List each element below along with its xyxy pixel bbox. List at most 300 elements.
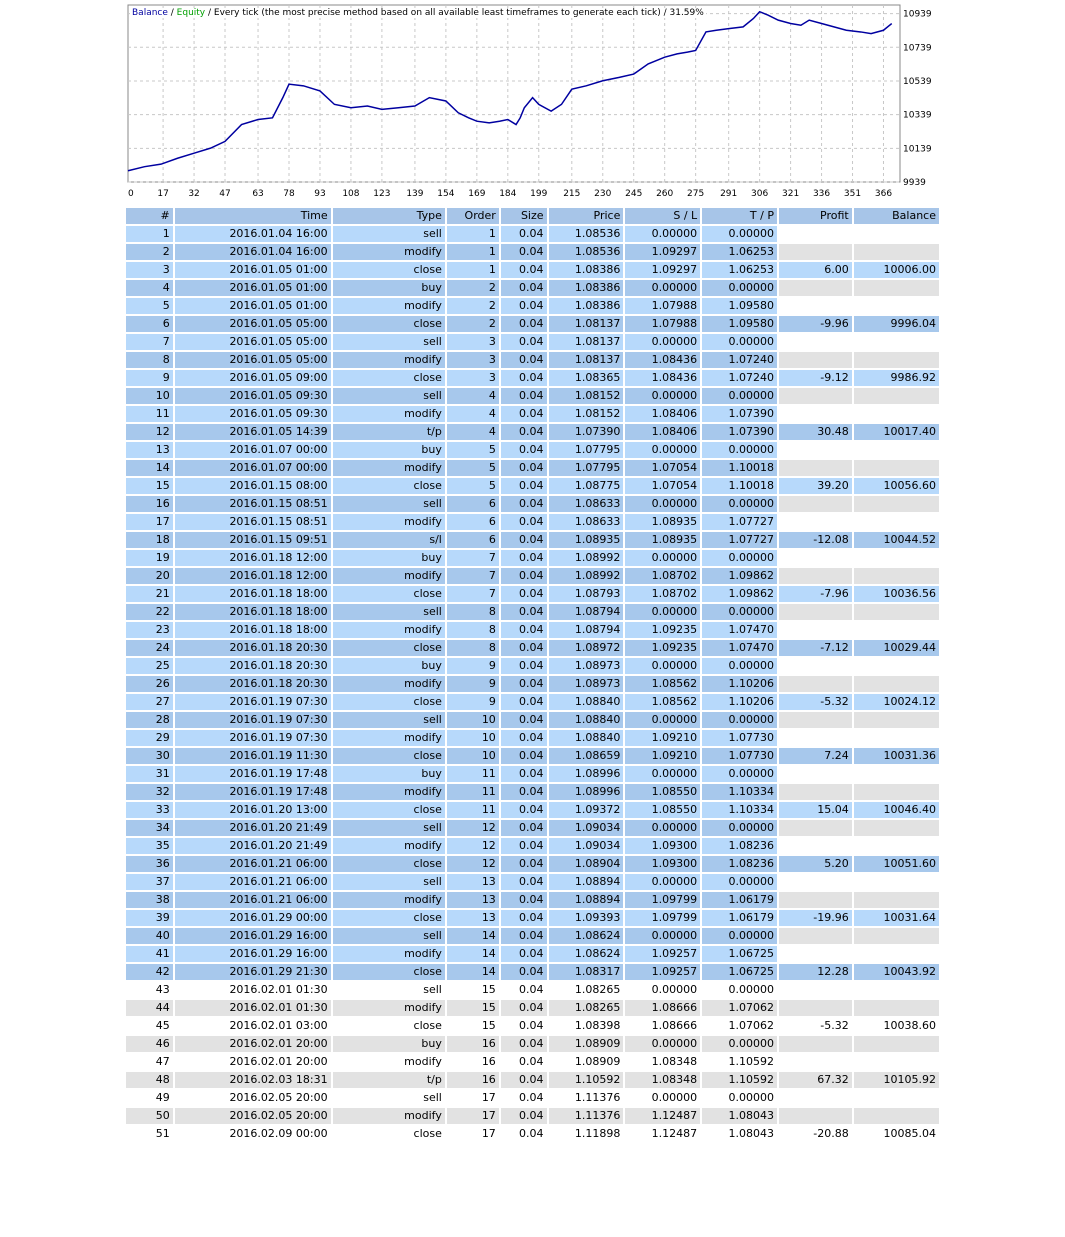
cell-col-order: 5 bbox=[447, 460, 499, 476]
header-col-sl[interactable]: S / L bbox=[625, 208, 700, 224]
cell-col-balance: 10056.60 bbox=[854, 478, 939, 494]
cell-col-number: 5 bbox=[126, 298, 173, 314]
cell-col-size: 0.04 bbox=[501, 532, 547, 548]
cell-col-price: 1.08659 bbox=[549, 748, 624, 764]
cell-col-size: 0.04 bbox=[501, 478, 547, 494]
cell-col-time: 2016.01.21 06:00 bbox=[175, 874, 331, 890]
cell-col-order: 12 bbox=[447, 820, 499, 836]
cell-col-number: 27 bbox=[126, 694, 173, 710]
table-row[interactable] bbox=[126, 334, 939, 350]
cell-col-number: 6 bbox=[126, 316, 173, 332]
table-row[interactable] bbox=[126, 514, 939, 530]
table-row[interactable] bbox=[126, 604, 939, 620]
cell-col-order: 9 bbox=[447, 694, 499, 710]
cell-col-balance bbox=[854, 442, 939, 458]
cell-col-sl: 0.00000 bbox=[625, 1090, 700, 1106]
cell-col-price: 1.11376 bbox=[549, 1090, 624, 1106]
table-row[interactable] bbox=[126, 226, 939, 242]
cell-col-size: 0.04 bbox=[501, 622, 547, 638]
table-row[interactable] bbox=[126, 244, 939, 260]
cell-col-number: 9 bbox=[126, 370, 173, 386]
cell-col-time: 2016.01.15 08:51 bbox=[175, 514, 331, 530]
cell-col-size: 0.04 bbox=[501, 1036, 547, 1052]
cell-col-order: 5 bbox=[447, 478, 499, 494]
table-row[interactable] bbox=[126, 712, 939, 728]
cell-col-profit: -19.96 bbox=[779, 910, 852, 926]
cell-col-size: 0.04 bbox=[501, 946, 547, 962]
cell-col-type: t/p bbox=[333, 424, 445, 440]
cell-col-balance bbox=[854, 514, 939, 530]
cell-col-number: 13 bbox=[126, 442, 173, 458]
header-col-profit[interactable]: Profit bbox=[779, 208, 852, 224]
cell-col-size: 0.04 bbox=[501, 316, 547, 332]
table-row[interactable] bbox=[126, 838, 939, 854]
cell-col-price: 1.09034 bbox=[549, 838, 624, 854]
cell-col-size: 0.04 bbox=[501, 1090, 547, 1106]
plot-area bbox=[128, 5, 900, 182]
cell-col-balance bbox=[854, 280, 939, 296]
x-tick-label: 366 bbox=[874, 189, 893, 199]
cell-col-type: sell bbox=[333, 496, 445, 512]
cell-col-order: 4 bbox=[447, 388, 499, 404]
cell-col-order: 10 bbox=[447, 730, 499, 746]
cell-col-profit bbox=[779, 298, 852, 314]
cell-col-order: 5 bbox=[447, 442, 499, 458]
cell-col-time: 2016.01.18 18:00 bbox=[175, 622, 331, 638]
cell-col-profit: -20.88 bbox=[779, 1126, 852, 1142]
cell-col-time: 2016.01.05 01:00 bbox=[175, 298, 331, 314]
table-row[interactable] bbox=[126, 388, 939, 404]
cell-col-profit bbox=[779, 550, 852, 566]
cell-col-balance bbox=[854, 838, 939, 854]
cell-col-order: 8 bbox=[447, 604, 499, 620]
cell-col-sl: 1.08550 bbox=[625, 784, 700, 800]
cell-col-size: 0.04 bbox=[501, 352, 547, 368]
cell-col-sl: 0.00000 bbox=[625, 982, 700, 998]
cell-col-price: 1.09372 bbox=[549, 802, 624, 818]
cell-col-number: 47 bbox=[126, 1054, 173, 1070]
x-tick-label: 93 bbox=[314, 189, 326, 199]
cell-col-sl: 1.09300 bbox=[625, 856, 700, 872]
cell-col-size: 0.04 bbox=[501, 1126, 547, 1142]
cell-col-price: 1.08536 bbox=[549, 226, 624, 242]
cell-col-size: 0.04 bbox=[501, 334, 547, 350]
cell-col-type: modify bbox=[333, 244, 445, 260]
cell-col-size: 0.04 bbox=[501, 496, 547, 512]
cell-col-size: 0.04 bbox=[501, 694, 547, 710]
cell-col-sl: 1.08406 bbox=[625, 424, 700, 440]
cell-col-size: 0.04 bbox=[501, 1000, 547, 1016]
cell-col-order: 2 bbox=[447, 298, 499, 314]
cell-col-size: 0.04 bbox=[501, 1054, 547, 1070]
table-row[interactable] bbox=[126, 1000, 939, 1016]
table-row[interactable] bbox=[126, 352, 939, 368]
table-row[interactable] bbox=[126, 262, 939, 278]
table-row[interactable] bbox=[126, 784, 939, 800]
cell-col-price: 1.07795 bbox=[549, 460, 624, 476]
cell-col-profit bbox=[779, 460, 852, 476]
cell-col-order: 14 bbox=[447, 946, 499, 962]
table-row[interactable] bbox=[126, 532, 939, 548]
cell-col-order: 8 bbox=[447, 640, 499, 656]
header-col-number[interactable]: # bbox=[126, 208, 173, 224]
legend-equity: Equity bbox=[176, 8, 206, 18]
cell-col-profit bbox=[779, 730, 852, 746]
cell-col-sl: 0.00000 bbox=[625, 442, 700, 458]
cell-col-number: 15 bbox=[126, 478, 173, 494]
cell-col-type: close bbox=[333, 1018, 445, 1034]
cell-col-number: 4 bbox=[126, 280, 173, 296]
cell-col-price: 1.08317 bbox=[549, 964, 624, 980]
cell-col-tp: 1.09580 bbox=[702, 298, 777, 314]
table-row[interactable] bbox=[126, 1090, 939, 1106]
cell-col-order: 11 bbox=[447, 784, 499, 800]
cell-col-order: 4 bbox=[447, 424, 499, 440]
cell-col-sl: 0.00000 bbox=[625, 388, 700, 404]
table-row[interactable] bbox=[126, 1018, 939, 1034]
table-row[interactable] bbox=[126, 694, 939, 710]
table-row[interactable] bbox=[126, 730, 939, 746]
balance-chart bbox=[124, 4, 941, 200]
cell-col-size: 0.04 bbox=[501, 748, 547, 764]
cell-col-number: 17 bbox=[126, 514, 173, 530]
cell-col-tp: 0.00000 bbox=[702, 604, 777, 620]
cell-col-number: 3 bbox=[126, 262, 173, 278]
cell-col-size: 0.04 bbox=[501, 388, 547, 404]
cell-col-time: 2016.01.19 07:30 bbox=[175, 712, 331, 728]
cell-col-time: 2016.01.18 12:00 bbox=[175, 568, 331, 584]
cell-col-time: 2016.01.19 17:48 bbox=[175, 766, 331, 782]
cell-col-profit bbox=[779, 766, 852, 782]
cell-col-profit bbox=[779, 496, 852, 512]
cell-col-profit: -7.12 bbox=[779, 640, 852, 656]
header-col-time[interactable]: Time bbox=[175, 208, 331, 224]
cell-col-type: modify bbox=[333, 406, 445, 422]
cell-col-number: 36 bbox=[126, 856, 173, 872]
table-row[interactable] bbox=[126, 856, 939, 872]
table-row[interactable] bbox=[126, 748, 939, 764]
cell-col-number: 44 bbox=[126, 1000, 173, 1016]
cell-col-tp: 1.10206 bbox=[702, 694, 777, 710]
table-row[interactable] bbox=[126, 406, 939, 422]
cell-col-price: 1.08904 bbox=[549, 856, 624, 872]
cell-col-type: close bbox=[333, 856, 445, 872]
cell-col-number: 24 bbox=[126, 640, 173, 656]
cell-col-number: 46 bbox=[126, 1036, 173, 1052]
cell-col-balance: 10051.60 bbox=[854, 856, 939, 872]
cell-col-profit bbox=[779, 352, 852, 368]
cell-col-time: 2016.02.01 20:00 bbox=[175, 1054, 331, 1070]
header-col-size[interactable]: Size bbox=[501, 208, 547, 224]
cell-col-sl: 1.08562 bbox=[625, 676, 700, 692]
y-tick-label: 10739 bbox=[903, 43, 932, 54]
cell-col-price: 1.10592 bbox=[549, 1072, 624, 1088]
legend-balance: Balance bbox=[132, 8, 168, 18]
cell-col-price: 1.08973 bbox=[549, 676, 624, 692]
table-row[interactable] bbox=[126, 946, 939, 962]
table-row[interactable] bbox=[126, 766, 939, 782]
cell-col-type: close bbox=[333, 910, 445, 926]
cell-col-order: 16 bbox=[447, 1036, 499, 1052]
header-col-balance[interactable]: Balance bbox=[854, 208, 939, 224]
cell-col-type: modify bbox=[333, 298, 445, 314]
cell-col-type: sell bbox=[333, 388, 445, 404]
table-row[interactable] bbox=[126, 550, 939, 566]
cell-col-tp: 0.00000 bbox=[702, 712, 777, 728]
y-tick-label: 10339 bbox=[903, 110, 932, 121]
cell-col-sl: 0.00000 bbox=[625, 604, 700, 620]
cell-col-balance: 10046.40 bbox=[854, 802, 939, 818]
cell-col-order: 1 bbox=[447, 244, 499, 260]
cell-col-number: 25 bbox=[126, 658, 173, 674]
cell-col-price: 1.08633 bbox=[549, 496, 624, 512]
cell-col-sl: 1.07054 bbox=[625, 460, 700, 476]
cell-col-time: 2016.01.19 11:30 bbox=[175, 748, 331, 764]
cell-col-order: 12 bbox=[447, 856, 499, 872]
cell-col-order: 13 bbox=[447, 892, 499, 908]
cell-col-tp: 1.06179 bbox=[702, 892, 777, 908]
cell-col-balance bbox=[854, 820, 939, 836]
cell-col-type: modify bbox=[333, 1000, 445, 1016]
cell-col-price: 1.08624 bbox=[549, 928, 624, 944]
cell-col-price: 1.08894 bbox=[549, 874, 624, 890]
cell-col-tp: 1.09862 bbox=[702, 586, 777, 602]
table-row[interactable] bbox=[126, 298, 939, 314]
cell-col-number: 33 bbox=[126, 802, 173, 818]
cell-col-price: 1.08624 bbox=[549, 946, 624, 962]
cell-col-price: 1.08775 bbox=[549, 478, 624, 494]
header-col-tp[interactable]: T / P bbox=[702, 208, 777, 224]
x-tick-label: 184 bbox=[499, 189, 517, 199]
trades-table bbox=[124, 206, 941, 1144]
cell-col-tp: 1.07062 bbox=[702, 1000, 777, 1016]
cell-col-number: 51 bbox=[126, 1126, 173, 1142]
cell-col-profit bbox=[779, 946, 852, 962]
table-row[interactable] bbox=[126, 1036, 939, 1052]
x-tick-label: 306 bbox=[751, 189, 769, 199]
cell-col-type: close bbox=[333, 262, 445, 278]
cell-col-number: 22 bbox=[126, 604, 173, 620]
cell-col-type: close bbox=[333, 370, 445, 386]
cell-col-size: 0.04 bbox=[501, 424, 547, 440]
cell-col-tp: 0.00000 bbox=[702, 442, 777, 458]
table-row[interactable] bbox=[126, 442, 939, 458]
cell-col-size: 0.04 bbox=[501, 586, 547, 602]
table-row[interactable] bbox=[126, 586, 939, 602]
cell-col-order: 3 bbox=[447, 352, 499, 368]
cell-col-time: 2016.01.05 05:00 bbox=[175, 352, 331, 368]
table-row[interactable] bbox=[126, 1072, 939, 1088]
cell-col-profit bbox=[779, 892, 852, 908]
cell-col-balance bbox=[854, 766, 939, 782]
cell-col-profit bbox=[779, 622, 852, 638]
cell-col-order: 3 bbox=[447, 334, 499, 350]
cell-col-order: 3 bbox=[447, 370, 499, 386]
cell-col-balance bbox=[854, 946, 939, 962]
cell-col-sl: 1.08935 bbox=[625, 532, 700, 548]
cell-col-order: 10 bbox=[447, 748, 499, 764]
table-row[interactable] bbox=[126, 460, 939, 476]
cell-col-order: 11 bbox=[447, 802, 499, 818]
cell-col-order: 9 bbox=[447, 658, 499, 674]
cell-col-price: 1.08137 bbox=[549, 352, 624, 368]
cell-col-sl: 1.08348 bbox=[625, 1072, 700, 1088]
cell-col-number: 41 bbox=[126, 946, 173, 962]
cell-col-time: 2016.01.05 05:00 bbox=[175, 334, 331, 350]
cell-col-type: modify bbox=[333, 1108, 445, 1124]
cell-col-tp: 0.00000 bbox=[702, 388, 777, 404]
cell-col-size: 0.04 bbox=[501, 1108, 547, 1124]
cell-col-tp: 0.00000 bbox=[702, 334, 777, 350]
cell-col-order: 15 bbox=[447, 1018, 499, 1034]
cell-col-tp: 0.00000 bbox=[702, 496, 777, 512]
cell-col-time: 2016.01.20 13:00 bbox=[175, 802, 331, 818]
cell-col-price: 1.08794 bbox=[549, 622, 624, 638]
table-row[interactable] bbox=[126, 910, 939, 926]
cell-col-order: 6 bbox=[447, 496, 499, 512]
cell-col-time: 2016.01.15 09:51 bbox=[175, 532, 331, 548]
table-row[interactable] bbox=[126, 1108, 939, 1124]
cell-col-number: 16 bbox=[126, 496, 173, 512]
cell-col-size: 0.04 bbox=[501, 730, 547, 746]
cell-col-profit: 6.00 bbox=[779, 262, 852, 278]
table-row[interactable] bbox=[126, 568, 939, 584]
cell-col-price: 1.07795 bbox=[549, 442, 624, 458]
cell-col-order: 17 bbox=[447, 1090, 499, 1106]
cell-col-tp: 1.07062 bbox=[702, 1018, 777, 1034]
cell-col-tp: 1.07730 bbox=[702, 730, 777, 746]
cell-col-tp: 1.10018 bbox=[702, 460, 777, 476]
cell-col-balance bbox=[854, 1090, 939, 1106]
cell-col-sl: 0.00000 bbox=[625, 334, 700, 350]
cell-col-sl: 1.08348 bbox=[625, 1054, 700, 1070]
cell-col-number: 18 bbox=[126, 532, 173, 548]
cell-col-sl: 1.09799 bbox=[625, 910, 700, 926]
cell-col-balance bbox=[854, 874, 939, 890]
cell-col-number: 29 bbox=[126, 730, 173, 746]
cell-col-time: 2016.01.05 01:00 bbox=[175, 280, 331, 296]
cell-col-type: modify bbox=[333, 676, 445, 692]
cell-col-price: 1.08137 bbox=[549, 334, 624, 350]
table-row[interactable] bbox=[126, 676, 939, 692]
table-row[interactable] bbox=[126, 802, 939, 818]
cell-col-time: 2016.01.20 21:49 bbox=[175, 820, 331, 836]
cell-col-size: 0.04 bbox=[501, 298, 547, 314]
table-row[interactable] bbox=[126, 658, 939, 674]
cell-col-price: 1.11376 bbox=[549, 1108, 624, 1124]
header-col-price[interactable]: Price bbox=[549, 208, 624, 224]
cell-col-balance bbox=[854, 1054, 939, 1070]
cell-col-time: 2016.01.07 00:00 bbox=[175, 460, 331, 476]
cell-col-tp: 0.00000 bbox=[702, 982, 777, 998]
cell-col-type: close bbox=[333, 964, 445, 980]
cell-col-size: 0.04 bbox=[501, 838, 547, 854]
cell-col-profit bbox=[779, 334, 852, 350]
cell-col-size: 0.04 bbox=[501, 1072, 547, 1088]
cell-col-profit bbox=[779, 406, 852, 422]
cell-col-sl: 0.00000 bbox=[625, 280, 700, 296]
table-row[interactable] bbox=[126, 874, 939, 890]
table-row[interactable] bbox=[126, 370, 939, 386]
header-col-type[interactable]: Type bbox=[333, 208, 445, 224]
cell-col-size: 0.04 bbox=[501, 406, 547, 422]
table-row[interactable] bbox=[126, 1054, 939, 1070]
cell-col-number: 39 bbox=[126, 910, 173, 926]
cell-col-balance: 9996.04 bbox=[854, 316, 939, 332]
cell-col-order: 7 bbox=[447, 550, 499, 566]
cell-col-sl: 1.09235 bbox=[625, 622, 700, 638]
cell-col-profit: 5.20 bbox=[779, 856, 852, 872]
cell-col-type: modify bbox=[333, 946, 445, 962]
x-tick-label: 275 bbox=[687, 189, 705, 199]
cell-col-sl: 1.09210 bbox=[625, 748, 700, 764]
table-row[interactable] bbox=[126, 622, 939, 638]
cell-col-order: 14 bbox=[447, 928, 499, 944]
cell-col-type: s/l bbox=[333, 532, 445, 548]
table-row[interactable] bbox=[126, 820, 939, 836]
cell-col-time: 2016.01.05 05:00 bbox=[175, 316, 331, 332]
cell-col-sl: 1.08406 bbox=[625, 406, 700, 422]
cell-col-sl: 1.08436 bbox=[625, 352, 700, 368]
cell-col-profit bbox=[779, 1000, 852, 1016]
cell-col-time: 2016.02.05 20:00 bbox=[175, 1108, 331, 1124]
table-row[interactable] bbox=[126, 496, 939, 512]
cell-col-tp: 1.10018 bbox=[702, 478, 777, 494]
cell-col-sl: 0.00000 bbox=[625, 658, 700, 674]
x-tick-label: 245 bbox=[625, 189, 643, 199]
table-row[interactable] bbox=[126, 424, 939, 440]
cell-col-tp: 1.09862 bbox=[702, 568, 777, 584]
cell-col-balance: 10043.92 bbox=[854, 964, 939, 980]
cell-col-profit bbox=[779, 604, 852, 620]
table-row[interactable] bbox=[126, 892, 939, 908]
cell-col-order: 2 bbox=[447, 316, 499, 332]
table-row[interactable] bbox=[126, 928, 939, 944]
table-row[interactable] bbox=[126, 640, 939, 656]
cell-col-sl: 1.08702 bbox=[625, 586, 700, 602]
x-tick-label: 17 bbox=[157, 189, 169, 199]
x-tick-label: 123 bbox=[373, 189, 391, 199]
table-row[interactable] bbox=[126, 964, 939, 980]
cell-col-tp: 1.07727 bbox=[702, 532, 777, 548]
table-row[interactable] bbox=[126, 982, 939, 998]
cell-col-size: 0.04 bbox=[501, 820, 547, 836]
table-row[interactable] bbox=[126, 478, 939, 494]
cell-col-time: 2016.01.29 16:00 bbox=[175, 946, 331, 962]
cell-col-price: 1.09034 bbox=[549, 820, 624, 836]
cell-col-time: 2016.02.05 20:00 bbox=[175, 1090, 331, 1106]
table-row[interactable] bbox=[126, 316, 939, 332]
cell-col-type: buy bbox=[333, 658, 445, 674]
y-tick-label: 10939 bbox=[903, 9, 932, 20]
cell-col-time: 2016.01.18 20:30 bbox=[175, 658, 331, 674]
cell-col-type: buy bbox=[333, 766, 445, 782]
cell-col-balance: 10105.92 bbox=[854, 1072, 939, 1088]
cell-col-price: 1.08152 bbox=[549, 406, 624, 422]
x-tick-label: 215 bbox=[563, 189, 581, 199]
cell-col-size: 0.04 bbox=[501, 550, 547, 566]
cell-col-size: 0.04 bbox=[501, 964, 547, 980]
header-col-order[interactable]: Order bbox=[447, 208, 499, 224]
cell-col-type: sell bbox=[333, 820, 445, 836]
table-row[interactable] bbox=[126, 280, 939, 296]
cell-col-number: 14 bbox=[126, 460, 173, 476]
table-row[interactable] bbox=[126, 1126, 939, 1142]
cell-col-type: buy bbox=[333, 280, 445, 296]
cell-col-sl: 1.09235 bbox=[625, 640, 700, 656]
cell-col-time: 2016.01.19 07:30 bbox=[175, 730, 331, 746]
cell-col-type: modify bbox=[333, 352, 445, 368]
